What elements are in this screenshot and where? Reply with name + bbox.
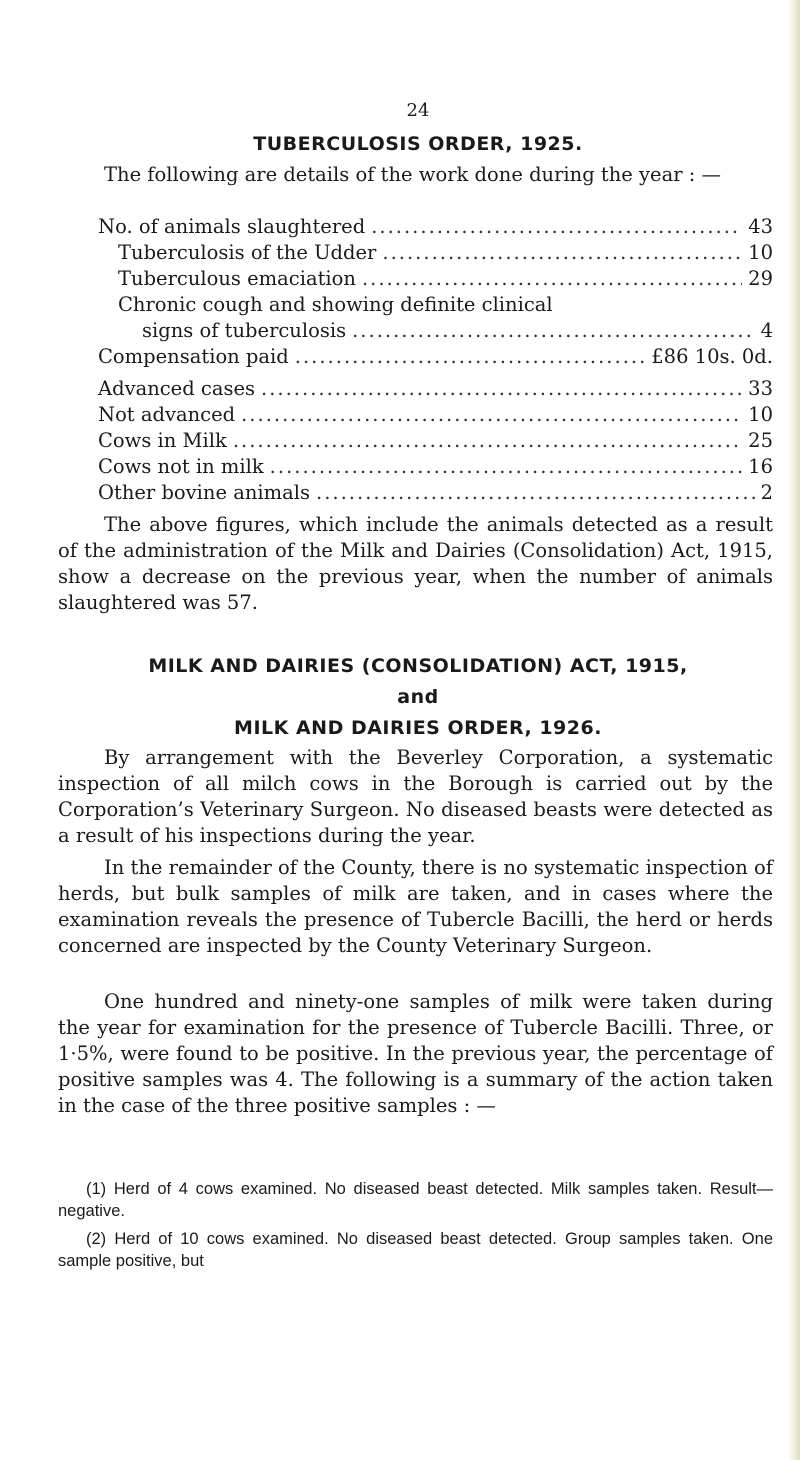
county-inspection-paragraph: In the remainder of the County, there is no systematic inspection of herds, but bulk samples of milk are taken, and in cases where the examination reveals the presence of Tubercle Bacilli, the herd or herds concerned are inspected by the County Veterinary Surgeon. — [58, 856, 773, 957]
leader-dots — [352, 318, 754, 344]
leader-dots — [233, 428, 742, 454]
list-item-label: Cows in Milk — [98, 429, 227, 452]
list-item — [98, 240, 773, 266]
section-heading-and: and — [397, 686, 439, 708]
list-item-value: 10 — [748, 241, 773, 264]
page-number: 24 — [406, 100, 430, 121]
list-item-value: 2 — [760, 481, 773, 504]
list-item-label: Tuberculosis of the Udder — [118, 241, 377, 264]
list-item-label: Compensation paid — [98, 345, 289, 368]
herd-note-1: (1) Herd of 4 cows examined. No diseased beast detected. Milk samples taken. Result—negative. — [58, 1180, 773, 1220]
list-item-label: Other bovine animals — [98, 481, 310, 504]
list-item-label: signs of tuberculosis — [142, 319, 347, 342]
list-item — [98, 344, 773, 370]
list-item-value: 10 — [748, 403, 773, 426]
list-item-label: Tuberculous emaciation — [118, 267, 356, 290]
list-item-value: 25 — [748, 429, 773, 452]
list-item-value: £86 10s. 0d. — [651, 345, 773, 368]
list-item — [98, 428, 773, 454]
page-edge-shadow — [788, 0, 800, 1460]
leader-dots — [371, 214, 742, 240]
list-item-label: Chronic cough and showing definite clinical — [118, 293, 553, 316]
intro-paragraph: The following are details of the work done during the year : — — [104, 163, 722, 186]
leader-dots — [362, 266, 742, 292]
leader-dots — [295, 344, 646, 370]
list-item — [98, 402, 773, 428]
list-item — [98, 266, 773, 292]
list-item-value: 4 — [760, 319, 773, 342]
list-item-value: 16 — [748, 455, 773, 478]
list-item-label: Not advanced — [98, 403, 236, 426]
list-item — [98, 480, 773, 506]
cases-breakdown-list — [98, 376, 773, 506]
list-item-value: 43 — [748, 215, 773, 238]
list-item — [98, 292, 773, 318]
section-heading-milk-dairies-act: MILK AND DAIRIES (CONSOLIDATION) ACT, 1915, — [148, 655, 688, 677]
list-item-value: 29 — [748, 267, 773, 290]
section-heading-milk-dairies-order: MILK AND DAIRIES ORDER, 1926. — [234, 717, 602, 739]
leader-dots — [316, 480, 755, 506]
list-item — [98, 454, 773, 480]
milk-samples-paragraph: One hundred and ninety-one samples of milk were taken during the year for examination for the presence of Tubercle Bacilli. Three, or 1·5%, were found to be positive. In the previous year, the percentage of positive samples was 4. The following is a summary of the action taken in the case of the three positive samples : — — [58, 990, 773, 1117]
list-item-label: No. of animals slaughtered — [98, 215, 366, 238]
list-item — [98, 318, 773, 344]
list-item — [98, 214, 773, 240]
list-item-label: Cows not in milk — [98, 455, 264, 478]
list-item — [98, 376, 773, 402]
beverley-inspection-paragraph: By arrangement with the Beverley Corporation, a systematic inspection of all milch cows in the Borough is carried out by the Corporation’s Veterinary Surgeon. No diseased beasts were detected as a result of his inspections during the year. — [58, 746, 773, 847]
herd-note-2: (2) Herd of 10 cows examined. No diseased beast detected. Group samples taken. One sample positive, but — [58, 1230, 773, 1270]
slaughter-statistics-list — [98, 214, 773, 370]
leader-dots — [270, 454, 743, 480]
list-item-label: Advanced cases — [98, 377, 256, 400]
leader-dots — [241, 402, 742, 428]
leader-dots — [261, 376, 742, 402]
list-item-value: 33 — [748, 377, 773, 400]
leader-dots — [382, 240, 742, 266]
section-heading-tuberculosis-order: TUBERCULOSIS ORDER, 1925. — [253, 133, 583, 155]
closing-paragraph: The above figures, which include the animals detected as a result of the administration of the Milk and Dairies (Consolidation) Act, 1915, show a decrease on the previous year, when the number of animals slaughtered was 57. — [58, 513, 773, 614]
